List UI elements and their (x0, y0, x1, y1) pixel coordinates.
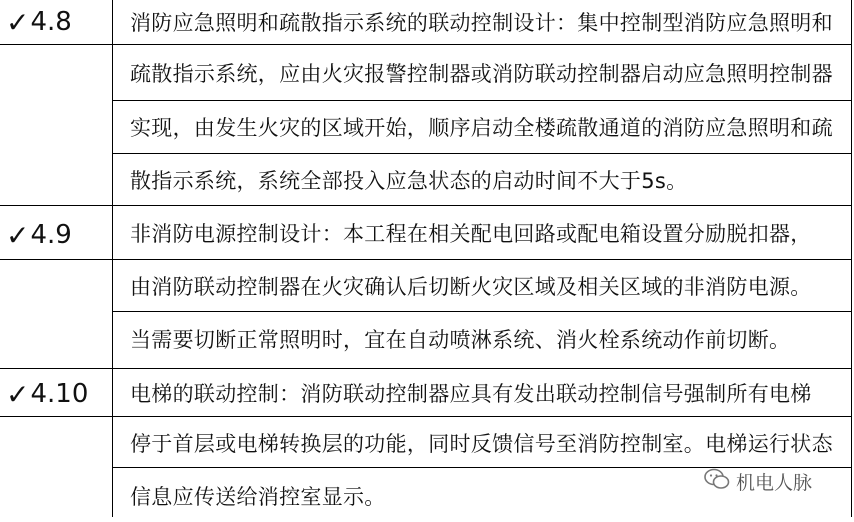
section-number (6, 213, 72, 257)
text-line: 由消防联动控制器在火灾确认后切断火灾区域及相关区域的非消防电源。 (130, 275, 812, 299)
text-line: 实现，由发生火灾的区域开始，顺序启动全楼疏散通道的消防应急照明和疏 (130, 116, 833, 140)
row-divider (0, 416, 112, 417)
row-divider (0, 259, 112, 260)
check-mark-icon: ✓ (6, 5, 30, 39)
watermark-text: 机电人脉 (736, 471, 813, 494)
row-divider (0, 44, 112, 45)
check-mark-icon: ✓ (6, 377, 30, 411)
text-line: 消防应急照明和疏散指示系统的联动控制设计：集中控制型消防应急照明和 (130, 11, 833, 35)
section-number (6, 0, 72, 44)
text-line: 散指示系统，系统全部投入应急状态的启动时间不大于5s。 (130, 169, 688, 193)
text-line: 停于首层或电梯转换层的功能，同时反馈信号至消防控制室。电梯运行状态 (130, 432, 833, 456)
section-number (6, 372, 88, 416)
wechat-icon (704, 468, 730, 495)
text-line: 电梯的联动控制：消防联动控制器应具有发出联动控制信号强制所有电梯 (130, 382, 812, 406)
text-line: 当需要切断正常照明时，宜在自动喷淋系统、消火栓系统动作前切断。 (130, 328, 791, 352)
section-number-label: 4.8 (30, 7, 72, 37)
check-mark-icon: ✓ (6, 218, 30, 252)
section-number-label: 4.10 (30, 379, 89, 409)
text-line: 疏散指示系统，应由火灾报警控制器或消防联动控制器启动应急照明控制器 (130, 62, 833, 86)
watermark (704, 466, 812, 496)
text-line: 信息应传送给消控室显示。 (130, 485, 386, 509)
row-divider (0, 205, 112, 206)
text-line: 非消防电源控制设计：本工程在相关配电回路或配电箱设置分励脱扣器， (130, 222, 812, 246)
row-divider (0, 368, 112, 369)
section-number-label: 4.9 (30, 220, 72, 250)
